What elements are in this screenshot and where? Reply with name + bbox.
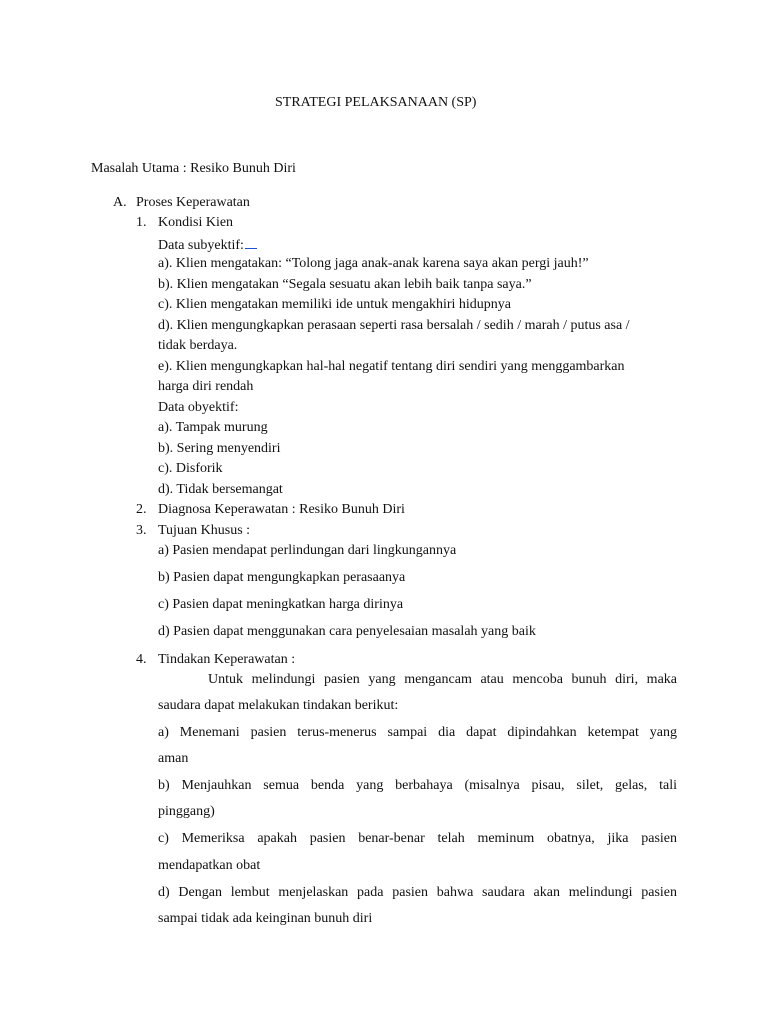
- objective-item: c). Disforik: [158, 461, 223, 476]
- objective-item: b). Sering menyendiri: [158, 441, 281, 456]
- item-4-number: 4.: [136, 652, 147, 667]
- objective-data-label: Data obyektif:: [158, 400, 239, 415]
- subjective-item: b). Klien mengatakan “Segala sesuatu akan lebih baik tanpa saya.”: [158, 277, 532, 292]
- action-item-cont: sampai tidak ada keinginan bunuh diri: [158, 911, 373, 926]
- action-item-cont: mendapatkan obat: [158, 858, 261, 873]
- subjective-data-label: Data subyektif:: [158, 234, 257, 256]
- page-title: STRATEGI PELAKSANAAN (SP): [275, 95, 477, 110]
- goal-item: b) Pasien dapat mengungkapkan perasaanya: [158, 570, 406, 585]
- section-a-marker: A.: [113, 195, 127, 210]
- item-4-heading: Tindakan Keperawatan :: [158, 652, 296, 667]
- action-item: b) Menjauhkan semua benda yang berbahaya (misalnya pisau, silet, gelas, tali: [158, 778, 677, 793]
- actions-intro-cont: saudara dapat melakukan tindakan berikut:: [158, 698, 399, 713]
- action-item-cont: pinggang): [158, 804, 215, 819]
- item-2-number: 2.: [136, 502, 147, 517]
- action-item: d) Dengan lembut menjelaskan pada pasien bahwa saudara akan melindungi pasien: [158, 885, 677, 900]
- goal-item: c) Pasien dapat meningkatkan harga dirinya: [158, 597, 404, 612]
- action-item: a) Menemani pasien terus-menerus sampai dia dapat dipindahkan ketempat yang: [158, 725, 677, 740]
- main-problem: Masalah Utama : Resiko Bunuh Diri: [91, 161, 296, 176]
- action-item-cont: aman: [158, 751, 189, 766]
- text-cursor-icon: [245, 234, 257, 249]
- goal-item: a) Pasien mendapat perlindungan dari lingkungannya: [158, 543, 457, 558]
- item-3-heading: Tujuan Khusus :: [158, 523, 251, 538]
- item-1-heading: Kondisi Kien: [158, 215, 234, 230]
- subjective-item: e). Klien mengungkapkan hal-hal negatif tentang diri sendiri yang menggambarkan: [158, 359, 625, 374]
- subjective-item: a). Klien mengatakan: “Tolong jaga anak-anak karena saya akan pergi jauh!”: [158, 256, 589, 271]
- objective-item: a). Tampak murung: [158, 420, 268, 435]
- nursing-diagnosis: Diagnosa Keperawatan : Resiko Bunuh Diri: [158, 502, 405, 517]
- item-1-number: 1.: [136, 215, 147, 230]
- actions-intro: Untuk melindungi pasien yang mengancam atau mencoba bunuh diri, maka: [208, 672, 677, 687]
- subjective-item: tidak berdaya.: [158, 338, 238, 353]
- objective-item: d). Tidak bersemangat: [158, 482, 283, 497]
- item-3-number: 3.: [136, 523, 147, 538]
- action-item: c) Memeriksa apakah pasien benar-benar telah meminum obatnya, jika pasien: [158, 831, 677, 846]
- subjective-item: d). Klien mengungkapkan perasaan seperti rasa bersalah / sedih / marah / putus asa /: [158, 318, 630, 333]
- subjective-item: harga diri rendah: [158, 379, 254, 394]
- section-a-heading: Proses Keperawatan: [136, 195, 250, 210]
- goal-item: d) Pasien dapat menggunakan cara penyelesaian masalah yang baik: [158, 624, 536, 639]
- subjective-item: c). Klien mengatakan memiliki ide untuk mengakhiri hidupnya: [158, 297, 512, 312]
